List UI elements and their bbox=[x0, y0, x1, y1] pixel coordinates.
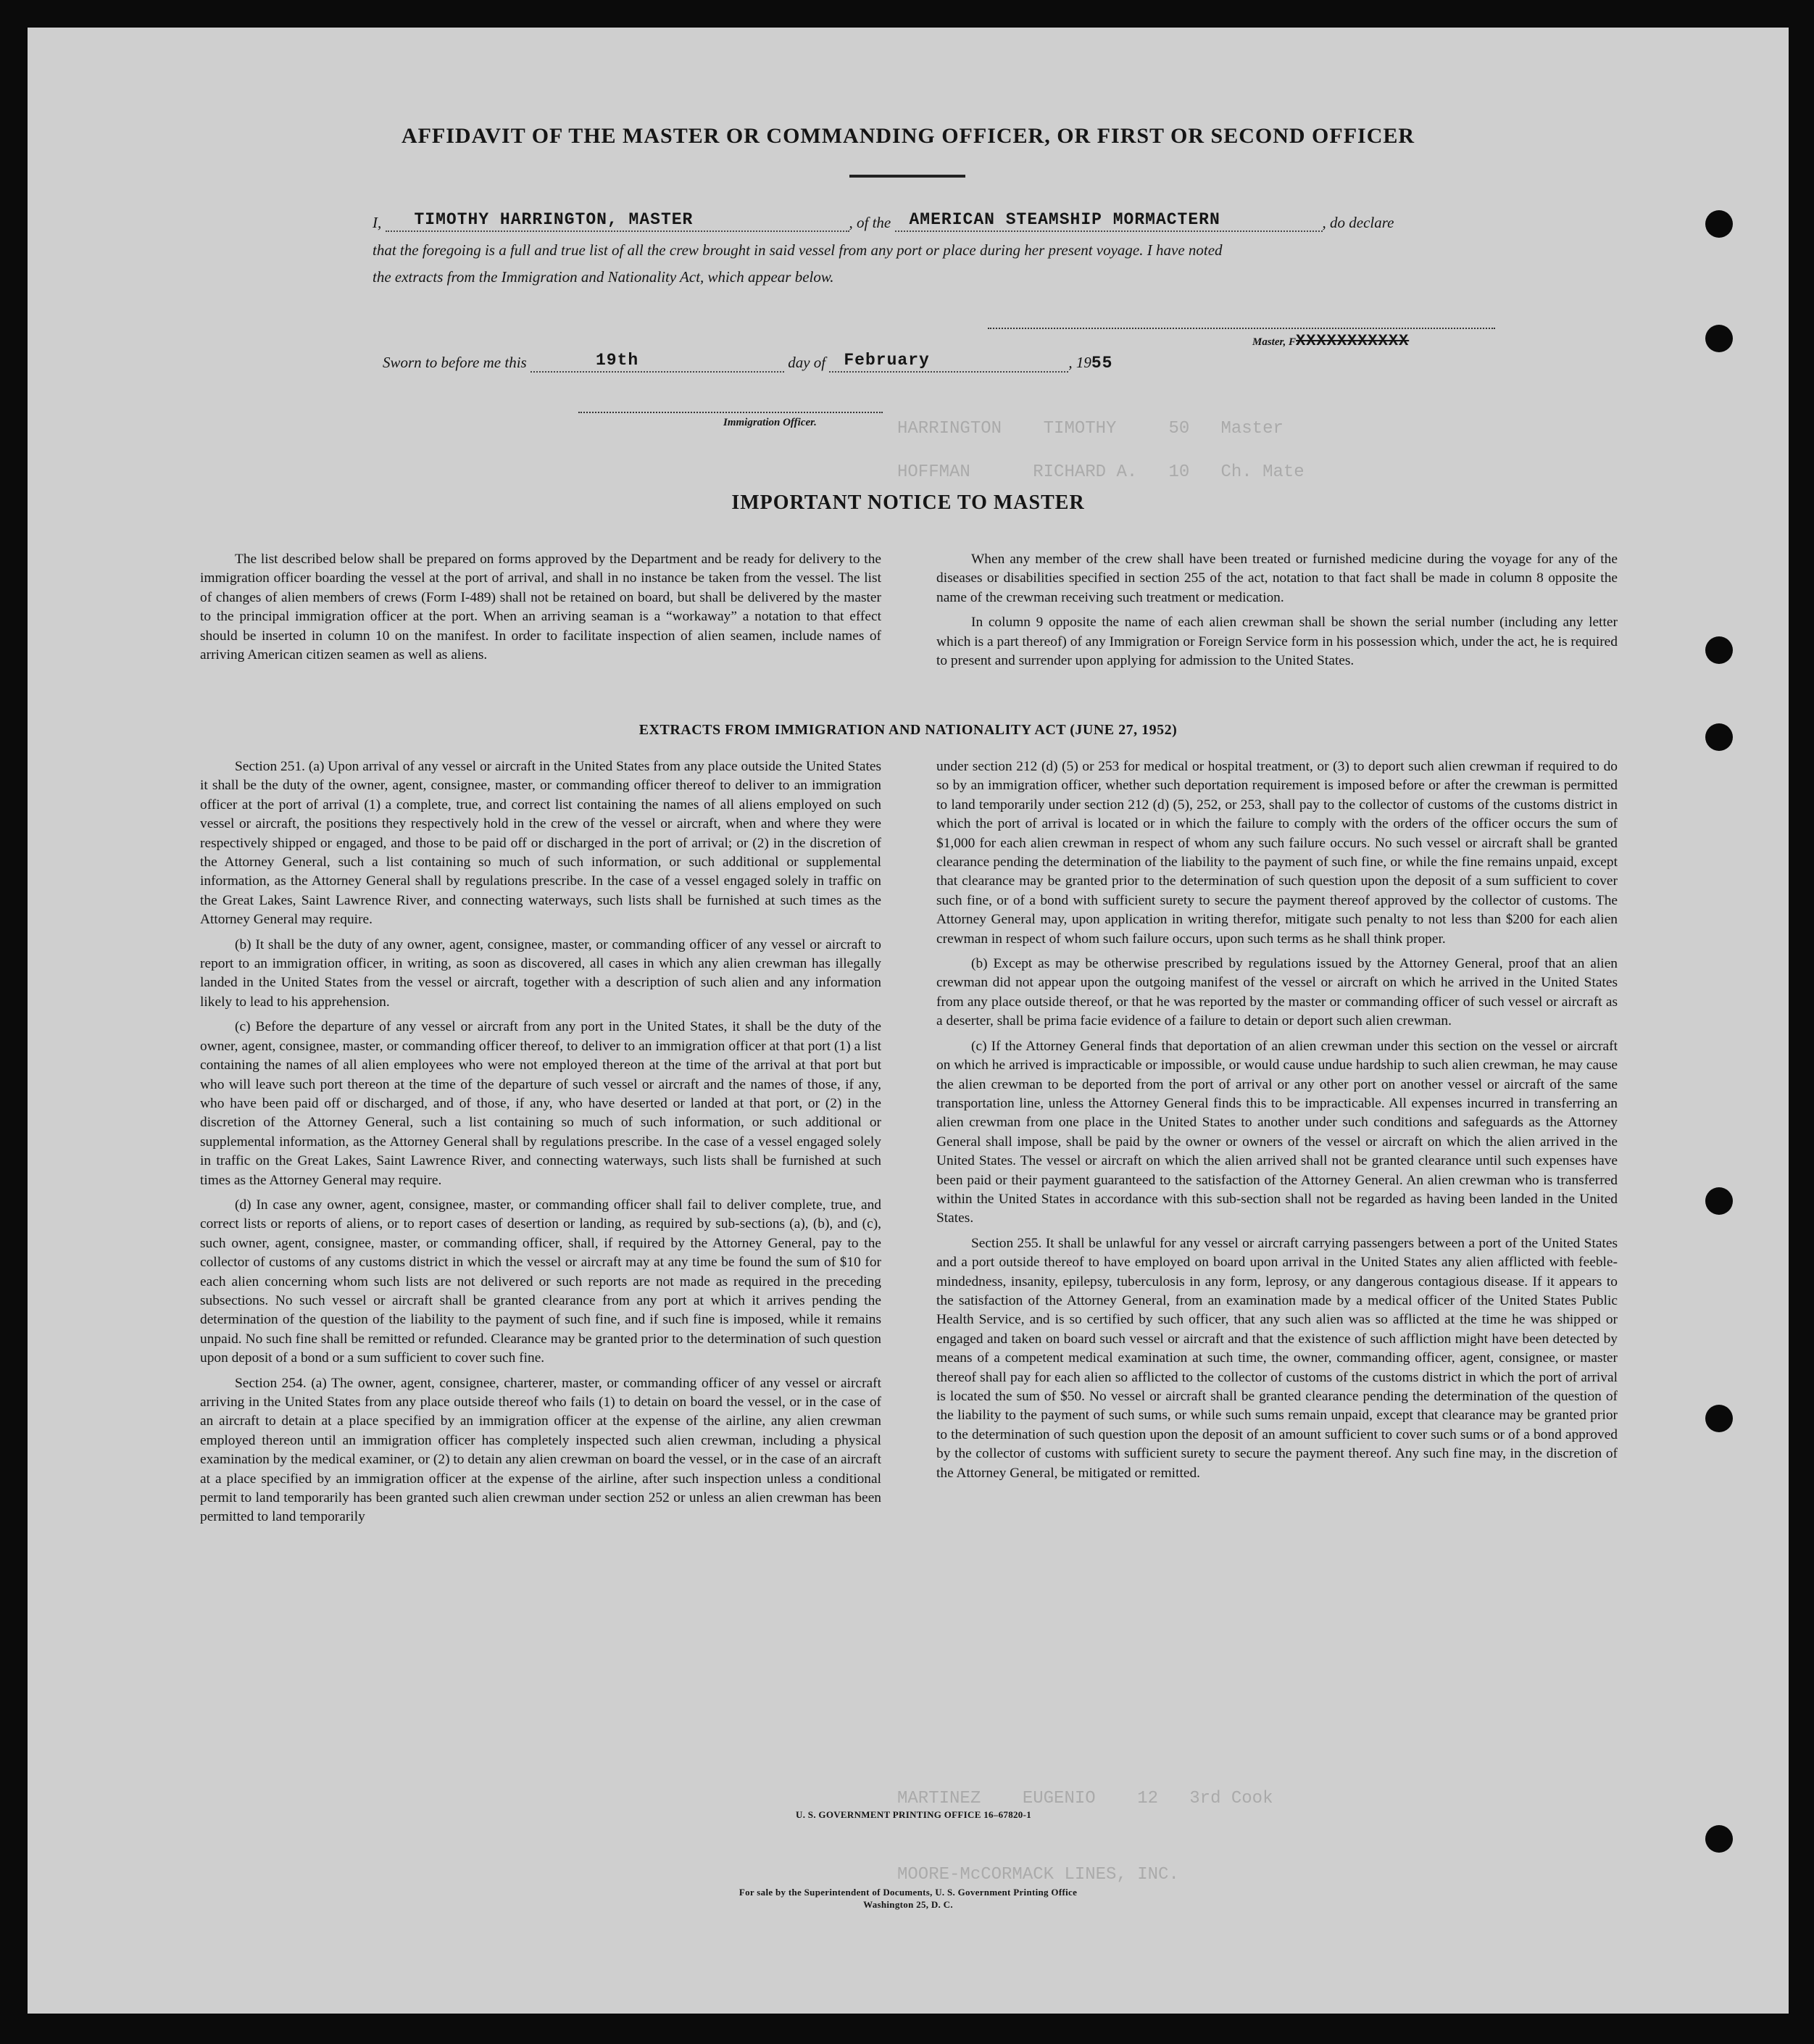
act-section-251d: (d) In case any owner, agent, consignee, master, or commanding officer shall fail to deliver complete, true, and correct lists or reports of aliens, or to report cases of desertion or landing, as required by sub-sections (a), (b), and (c), such owner, agent, consignee, master, or commanding officer, shall, if required by the Attorney General, pay to the collector of customs of any customs district in which the vessel or aircraft may at any time be found the sum of $10 for each alien concerning whom such lists are not delivered or such reports are not made as required in the preceding subsections. No such vessel or aircraft shall be granted clearance from any port at which it arrives pending the determination of the question of the liability to the payment of such fine, and if such fine is imposed, while it remains unpaid. No such fine shall be remitted or refunded. Clearance may be granted prior to the determination of such question upon deposit of a bond or a sum sufficient to cover such fine. bbox=[200, 1197, 881, 1366]
sworn-month-field bbox=[829, 352, 1068, 373]
printer-imprint: U. S. GOVERNMENT PRINTING OFFICE 16–67820-1 bbox=[796, 1809, 1032, 1820]
sworn-line bbox=[383, 352, 1325, 373]
declaration-line bbox=[373, 212, 1503, 232]
act-section-254a-continued: under section 212 (d) (5) or 253 for medical or hospital treatment, or (3) to deport such alien crewman if required to do so by an immigration officer, whether such deportation requirement is imposed before or after the crewman is permitted to land temporarily under section 212 (d) (5), 252, or 253, shall pay to the collector of customs of the customs district in which the port of arrival is located or in which the failure to comply with the orders of the officer occurs the sum of $1,000 for each alien crewman in respect of whom any such failure occurs. No such vessel or aircraft shall be granted clearance pending the determination of the liability to the payment of such fine, or while the fine remains unpaid, except that clearance may be granted prior to the determination of such question upon the deposit of a sum sufficient to cover such fine, or of a bond with sufficient surety to secure the payment thereof approved by the collector of customs. The Attorney General may, upon application in writing therefor, mitigate such penalty to not less than $200 for each alien crewman in respect of whom such failure occurs, upon such terms as he shall think proper. bbox=[936, 759, 1618, 947]
officer-label: Immigration Officer. bbox=[723, 417, 817, 428]
sworn-day: 19th bbox=[595, 351, 639, 370]
title-rule bbox=[849, 175, 965, 178]
punch-hole bbox=[1705, 1825, 1733, 1853]
declarant-field bbox=[386, 212, 849, 232]
punch-hole bbox=[1705, 210, 1733, 238]
punch-hole bbox=[1705, 1405, 1733, 1432]
year-prefix: , 19 bbox=[1068, 354, 1091, 371]
notice-paragraph: In column 9 opposite the name of each alien crewman shall be shown the serial number (including any letter which is a part thereof) of any Immigration or Foreign Service form in his possession which, under the act, he is required to present and surrender upon applying for admission to the United States. bbox=[936, 615, 1618, 669]
of-the-text: , of the bbox=[849, 214, 891, 231]
notice-paragraph: The list described below shall be prepared on forms approved by the Department and be ready for delivery to the immigration officer boarding the vessel at the port of arrival, and shall in no instance be taken from the vessel. The list of changes of alien members of crews (Form I-489) shall not be retained on board, but shall be delivered by the master to the principal immigration officer at the port. When an arriving seaman is a “workaway” a notation to that effect should be inserted in column 10 on the manifest. In order to facilitate inspection of alien seamen, include names of arriving American citizen seamen as well as aliens. bbox=[200, 552, 881, 663]
do-declare-text: , do declare bbox=[1322, 214, 1394, 231]
act-section-251c: (c) Before the departure of any vessel or aircraft from any port in the United States, it shall be the duty of the owner, agent, consignee, master, or commanding officer thereof, to deliver to an immigration officer at that port (1) a list containing the names of all alien employees who were not employed thereon at the time of the arrival at that port but who will leave such port thereon at the time of the departure of such vessel or aircraft and the names of those, if any, who have been paid off or discharged, and of those, if any, who have deserted or landed at that port, or (2) in the discretion of the Attorney General, such a list containing so much of such information, or such additional or supplemental information, as the Attorney General shall by regulations prescribe. In the case of a vessel engaged solely in traffic on the Great Lakes, Saint Lawrence River, and connecting waterways, such lists shall be furnished at such times as the Attorney General may require. bbox=[200, 1019, 881, 1188]
notice-paragraph: When any member of the crew shall have been treated or furnished medicine during the voyage for any of the diseases or disabilities specified in section 255 of the act, notation to that fact shall be made in column 8 opposite the name of the crewman receiving such treatment or medication. bbox=[936, 552, 1618, 605]
punch-hole bbox=[1705, 325, 1733, 352]
act-section-254b: (b) Except as may be otherwise prescribed by regulations issued by the Attorney General, proof that an alien crewman did not appear upon the outgoing manifest of the vessel or aircraft on which he arrived in the United States from any place outside thereof, or that he was reported by the master or commanding officer of such vessel or aircraft as a deserter, shall be prima facie evidence of a failure to detain or deport such alien crewman. bbox=[936, 956, 1618, 1029]
declarant-name: TIMOTHY HARRINGTON, MASTER bbox=[414, 210, 694, 229]
notice-right-column bbox=[936, 550, 1618, 676]
sworn-year: 55 bbox=[1091, 354, 1113, 373]
act-section-254c: (c) If the Attorney General finds that deportation of an alien crewman under this section on the vessel or aircraft on which he arrived is impracticable or impossible, or would cause undue hardship to such alien crewman, he may cause the alien crewman to be deported from the port of arrival or any other port on another vessel or aircraft of the same transportation line, unless the Attorney General finds this to be impracticable. All expenses incurred in transferring an alien crewman from one place in the United States to another under such conditions and safeguards as the Attorney General shall impose, shall be paid by the owner or owners of the vessel or aircraft on which the alien arrived in the United States. The vessel or aircraft on which the alien arrived shall not be granted clearance until such expenses have been paid or their payment guaranteed to the satisfaction of the Attorney General. An alien crewman who is transferred within the United States in accordance with this sub-section shall not be regarded as having been landed in the United States. bbox=[936, 1038, 1618, 1226]
master-signature-line bbox=[988, 328, 1495, 329]
statement-line-1: that the foregoing is a full and true list of all the crew brought in said vessel from any port or place during her present voyage. I have noted bbox=[373, 241, 1223, 259]
vessel-name: AMERICAN STEAMSHIP MORMACTERN bbox=[909, 210, 1220, 229]
master-signature-label bbox=[1252, 332, 1409, 350]
sale-notice-line-2: Washington 25, D. C. bbox=[863, 1899, 953, 1910]
punch-hole bbox=[1705, 636, 1733, 664]
vessel-field bbox=[895, 212, 1323, 232]
officer-signature-line bbox=[578, 412, 883, 413]
act-section-251b: (b) It shall be the duty of any owner, agent, consignee, master, or commanding officer of any vessel or aircraft to report to an immigration officer, in writing, as soon as discovered, all cases in which any alien crewman has illegally landed in the United States from the vessel or aircraft, together with a description of such alien and any information likely to lead to his apprehension. bbox=[200, 936, 881, 1010]
master-label: Master, F bbox=[1252, 336, 1297, 348]
extracts-heading: EXTRACTS FROM IMMIGRATION AND NATIONALITY ACT (JUNE 27, 1952) bbox=[638, 722, 1178, 738]
document-page bbox=[28, 28, 1789, 2014]
day-of-text: day of bbox=[788, 354, 826, 371]
bleed-through-text: HARRINGTON TIMOTHY 50 Master bbox=[897, 419, 1283, 439]
master-struck-text: XXXXXXXXXXX bbox=[1296, 332, 1410, 350]
notice-heading: IMPORTANT NOTICE TO MASTER bbox=[731, 491, 1085, 514]
sworn-month: February bbox=[844, 351, 930, 370]
sale-notice-line-1: For sale by the Superintendent of Documents, U. S. Government Printing Office bbox=[739, 1887, 1078, 1898]
bleed-through-text: HOFFMAN RICHARD A. 10 Ch. Mate bbox=[897, 462, 1305, 482]
notice-left-column bbox=[200, 550, 881, 670]
act-section-254a: Section 254. (a) The owner, agent, consignee, charterer, master, or commanding officer of any vessel or aircraft arriving in the United States from any place outside thereof who fails (1) to detain on board the vessel, or in the case of an aircraft to detain at a place specified by an immigration officer at the expense of the airline, any alien crewman employed thereon until an immigration officer has completely inspected such alien crewman, including a physical examination by the medical examiner, or (2) to detain any alien crewman on board the vessel, or in the case of an aircraft at a place specified by an immigration officer at the expense of the airline, after such inspection unless a conditional permit to land temporarily has been granted such alien crewman under section 252 or unless an alien crewman has been permitted to land temporarily bbox=[200, 1375, 881, 1525]
act-section-251a: Section 251. (a) Upon arrival of any vessel or aircraft in the United States from any place outside the United States it shall be the duty of the owner, agent, consignee, master, or commanding officer thereof to deliver to an immigration officer at the port of arrival (1) a complete, true, and correct list containing the names of all aliens employed on such vessel or aircraft, the positions they respectively hold in the crew of the vessel or aircraft, when and where they were respectively shipped or engaged, and those to be paid off or discharged in the port of arrival; or (2) in the discretion of the Attorney General, such a list containing so much of such information, or such additional or supplemental information, as the Attorney General shall by regulations prescribe. In the case of a vessel engaged solely in traffic on the Great Lakes, Saint Lawrence River, and connecting waterways, such lists shall be furnished at such times as the Attorney General may require. bbox=[200, 759, 881, 928]
affidavit-title: AFFIDAVIT OF THE MASTER OR COMMANDING OFFICER, OR FIRST OR SECOND OFFICER bbox=[401, 124, 1415, 148]
punch-hole bbox=[1705, 1187, 1733, 1215]
extracts-left-column bbox=[200, 757, 881, 1533]
statement-line-2: the extracts from the Immigration and Nationality Act, which appear below. bbox=[373, 268, 834, 286]
declarant-prefix: I, bbox=[373, 214, 382, 231]
bleed-through-text: MARTINEZ EUGENIO 12 3rd Cook bbox=[897, 1789, 1273, 1808]
act-section-255: Section 255. It shall be unlawful for any vessel or aircraft carrying passengers between a port of the United States and a port outside thereof to have employed on board upon arrival in the United States any alien afflicted with feeble-mindedness, insanity, epilepsy, tuberculosis in any form, leprosy, or any dangerous contagious disease. If it appears to the satisfaction of the Attorney General, from an examination made by a medical officer of the United States Public Health Service, and is so certified by such officer, that any such alien was so afflicted at the time he was shipped or engaged and taken on board such vessel or aircraft and that the existence of such affliction might have been detected by means of a competent medical examination at such time, the owner, commanding officer, agent, consignee, or master thereof shall pay for each alien so afflicted to the collector of customs of the customs district in which the port of arrival is located the sum of $50. No vessel or aircraft shall be granted clearance pending the determination of the question of the liability to the payment of such sums, or while such sums remain unpaid, except that clearance may be granted prior to the determination of such question upon the deposit of an amount sufficient to cover such sums or of a bond approved by the collector of customs with sufficient surety to secure the payment thereof. Any such fine may, in the discretion of the Attorney General, be mitigated or remitted. bbox=[936, 1235, 1618, 1481]
sworn-day-field bbox=[531, 352, 784, 373]
sworn-prefix: Sworn to before me this bbox=[383, 354, 527, 371]
bleed-through-text: MOORE-McCORMACK LINES, INC. bbox=[897, 1865, 1179, 1885]
extracts-right-column bbox=[936, 757, 1618, 1489]
